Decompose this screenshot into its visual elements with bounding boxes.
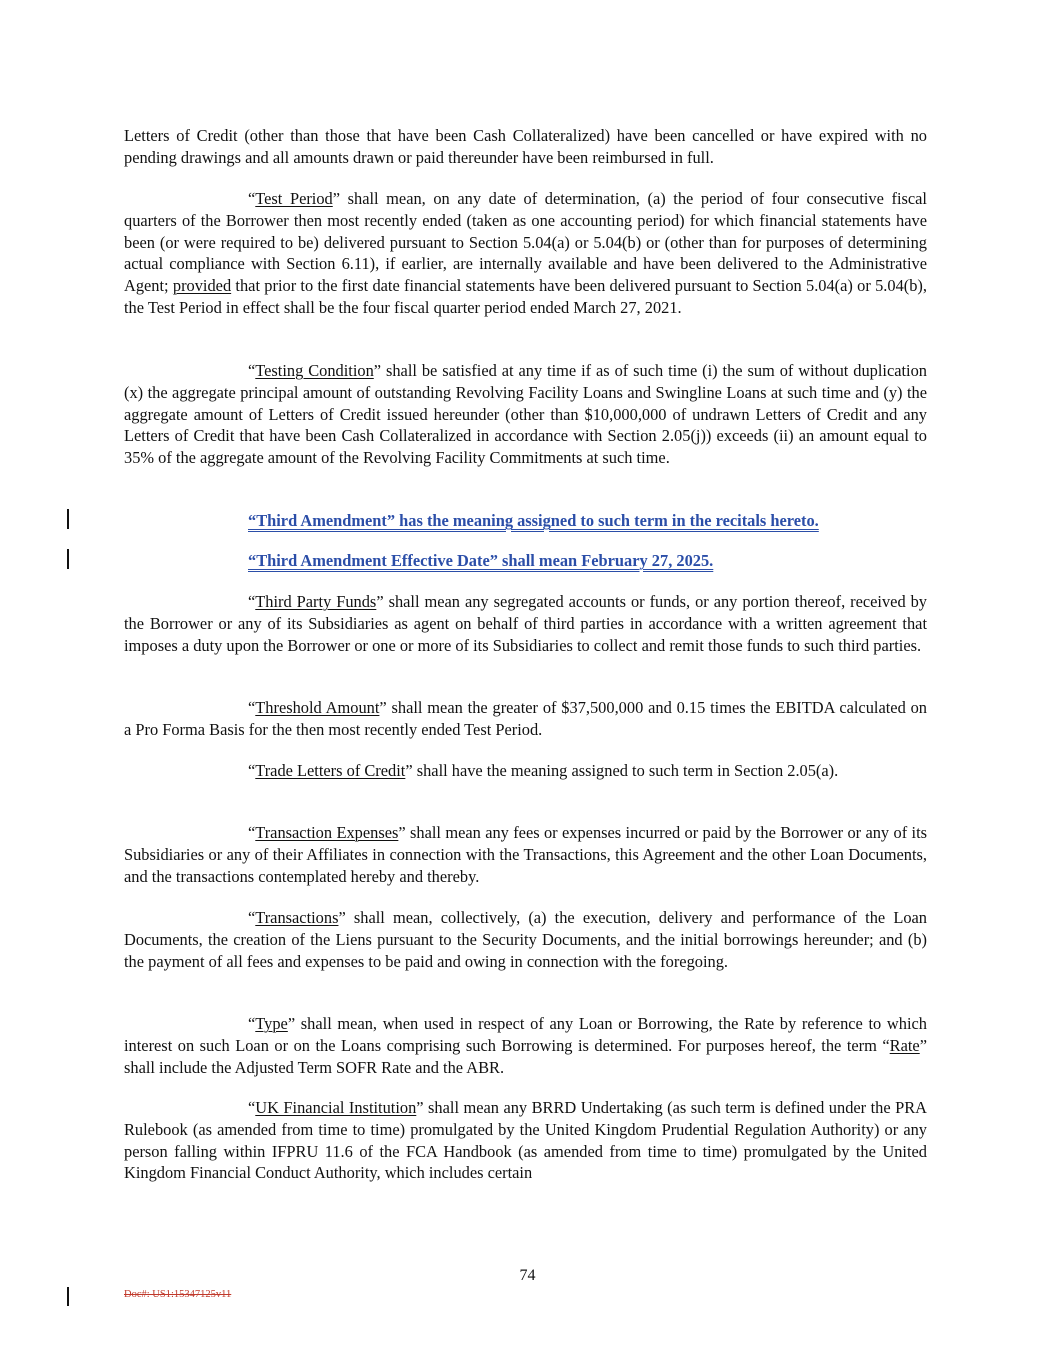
open-quote: “ <box>248 823 256 842</box>
inserted-text: “Third Amendment Effective Date” shall mean February 27, 2025. <box>248 551 714 570</box>
definition-type <box>124 1013 927 1078</box>
definition-text: ” shall include the Adjusted Term SOFR Rate and the ABR. <box>124 1035 927 1077</box>
open-quote: “ <box>248 698 256 717</box>
definition-text: ” shall mean, collectively, (a) the execution, delivery and performance of the Loan Documents, the creation of the Liens pursuant to the Security Documents, and the initial borrowings hereunder; and (b) the payment of all fees and expenses to be paid and owing in connection with the foregoing. <box>124 908 927 971</box>
defined-term: Transactions <box>255 908 339 927</box>
open-quote: “ <box>248 592 256 611</box>
definition-uk-financial-institution <box>124 1097 927 1184</box>
open-quote: “ <box>248 1098 256 1117</box>
defined-term: Third Party Funds <box>255 592 377 611</box>
document-id: Doc#: US1:15347125v11 <box>124 1289 232 1300</box>
paragraph-letters-of-credit <box>124 125 927 169</box>
defined-term: UK Financial Institution <box>255 1098 417 1117</box>
definition-text: ” shall mean the greater of $37,500,000 and 0.15 times the EBITDA calculated on a Pro Forma Basis for the then most recently ended Test Period. <box>124 698 927 739</box>
definition-third-amendment-effective-date <box>124 550 927 572</box>
definition-third-amendment <box>124 510 927 532</box>
definition-text: ” shall mean any fees or expenses incurred or paid by the Borrower or any of its Subsidiaries or any of their Affiliates in connection with the Transactions, this Agreement and the other Loan Documents, and the transactions contemplated hereby and thereby. <box>124 823 928 886</box>
definition-text: ” shall mean any segregated accounts or funds, or any portion thereof, received by the Borrower or any of its Subsidiaries as agent on behalf of third parties in accordance with a written agreement that imposes a duty upon the Borrower or one or more of its Subsidiaries to collect and remit those funds to such third parties. <box>124 592 927 655</box>
defined-term: Test Period <box>255 189 333 208</box>
provided-term: provided <box>172 276 232 296</box>
definition-text: ” shall mean any BRRD Undertaking (as such term is defined under the PRA Rulebook (as amended from time to time) promulgated by the United Kingdom Prudential Regulation Authority) or any person falling within IFPRU 11.6 of the FCA Handbook (as amended from time to time) promulgated by the United Kingdom Financial Conduct Authority, which includes certain <box>124 1098 927 1183</box>
definition-text: ” shall mean, on any date of determination, (a) the period of four consecutive fiscal quarters of the Borrower then most recently ended (taken as one accounting period) for which financial statements have been (or were required to be) delivered pursuant to Section 5.04(a) or 5.04(b) or (other than for purposes of determining actual compliance with Section 6.11), if earlier, are internally available and have been delivered to the Administrative Agent; <box>124 189 927 296</box>
definition-text: ” shall have the meaning assigned to such term in Section 2.05(a). <box>405 761 839 780</box>
definition-testing-condition <box>124 360 927 469</box>
defined-term: Threshold Amount <box>255 698 380 717</box>
definition-text: ” shall be satisfied at any time if as of such time (i) the sum of without duplication (x) the aggregate principal amount of outstanding Revolving Facility Loans and Swingline Loans at such time and (y) the aggregate amount of Letters of Credit issued hereunder (other than $10,000,000 of undrawn Letters of Credit and any Letters of Credit that have been Cash Collateralized in accordance with Section 2.05(j)) exceeds (ii) an amount equal to 35% of the aggregate amount of the Revolving Facility Commitments at such time. <box>124 361 927 468</box>
defined-term: Type <box>255 1014 288 1033</box>
open-quote: “ <box>248 1014 256 1033</box>
definition-trade-letters-of-credit <box>124 760 927 782</box>
paragraph-text: Letters of Credit (other than those that have been Cash Collateralized) have been cancelled or have expired with no pending drawings and all amounts drawn or paid thereunder have been reimbursed in full. <box>124 126 927 167</box>
defined-term: Transaction Expenses <box>255 823 399 842</box>
definition-test-period <box>124 188 927 319</box>
rate-term: Rate <box>889 1035 920 1055</box>
defined-term: Testing Condition <box>255 361 374 380</box>
definition-text: that prior to the first date financial statements have been delivered pursuant to Section 5.04(a) or 5.04(b), the Test Period in effect shall be the four fiscal quarter period ended March 27, 2021. <box>124 276 927 317</box>
page-number: 74 <box>519 1267 536 1284</box>
definition-third-party-funds <box>124 591 927 656</box>
inserted-text: “Third Amendment” has the meaning assigned to such term in the recitals hereto. <box>248 511 819 530</box>
definition-transactions <box>124 907 927 972</box>
definition-threshold-amount <box>124 697 927 741</box>
change-bar <box>67 1287 69 1306</box>
defined-term: Trade Letters of Credit <box>255 761 406 780</box>
change-bar <box>67 509 69 529</box>
open-quote: “ <box>248 761 256 780</box>
change-bar <box>67 549 69 569</box>
definition-transaction-expenses <box>124 822 927 887</box>
open-quote: “ <box>248 361 256 380</box>
definition-text: ” shall mean, when used in respect of any Loan or Borrowing, the Rate by reference to which interest on such Loan or on the Loans comprising such Borrowing is determined. For purposes hereof, the term “ <box>124 1014 927 1055</box>
open-quote: “ <box>248 189 256 208</box>
open-quote: “ <box>248 908 256 927</box>
